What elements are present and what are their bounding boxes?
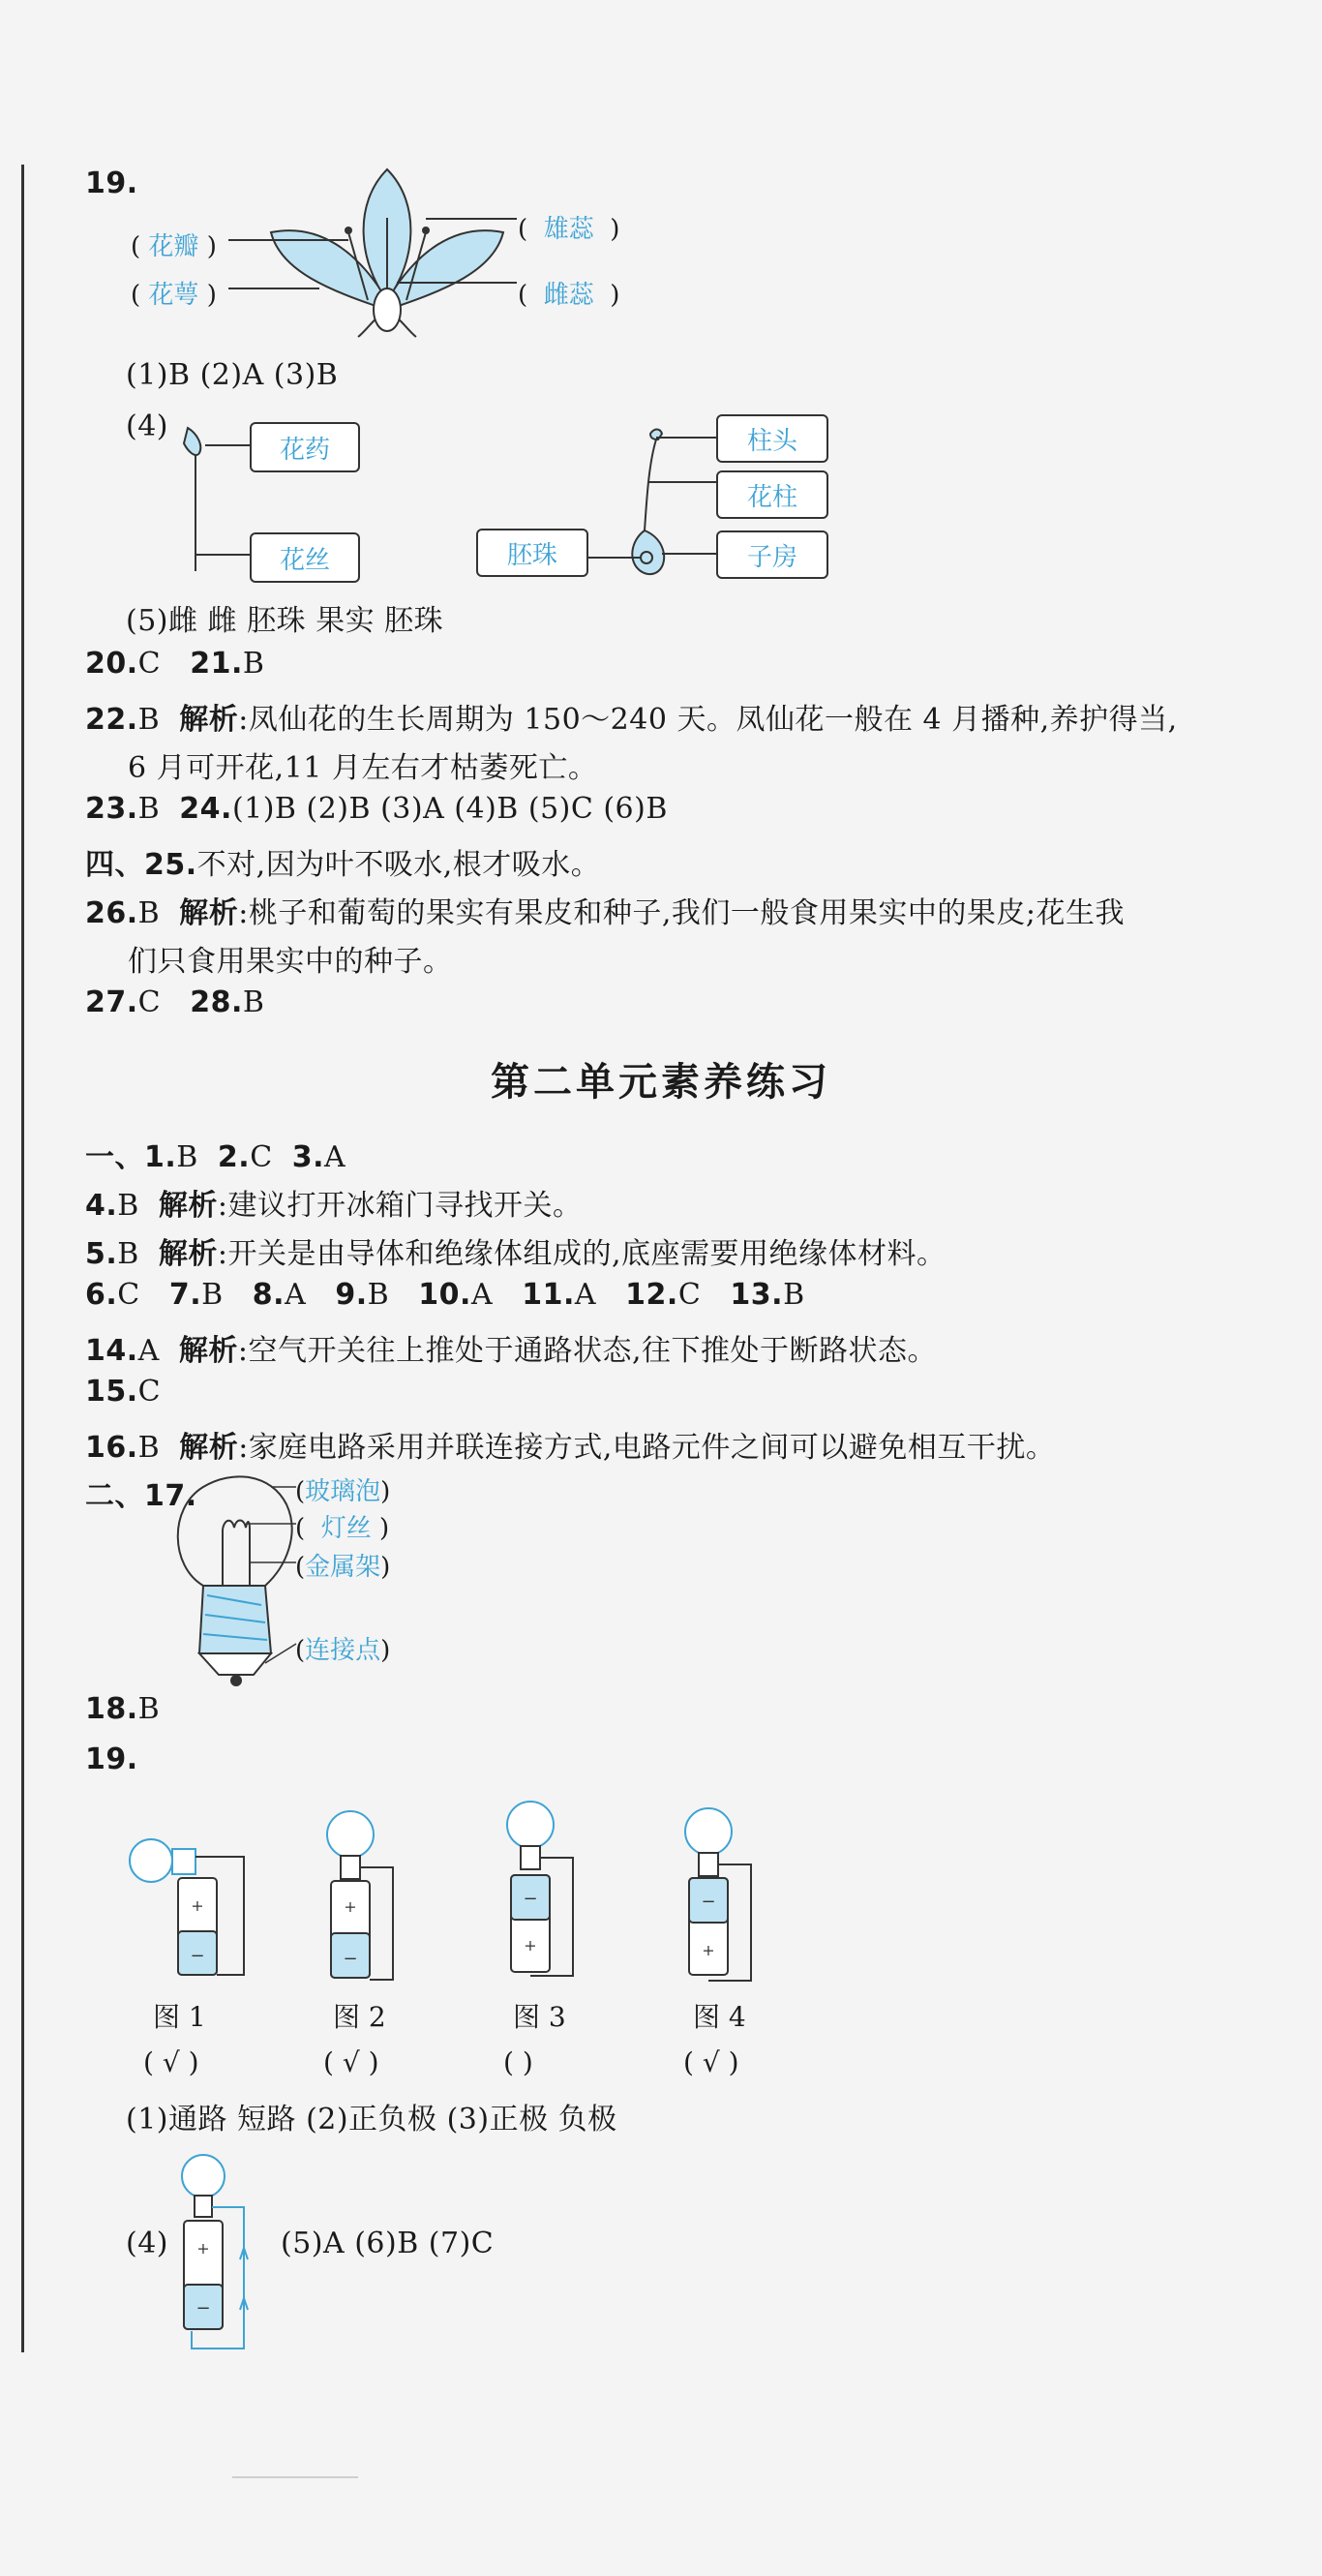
fig2-plus: + [344,1897,357,1916]
u2-q6-13: 6.C 7.B 8.A 9.B 10.A 11.A 12.C 13.B [85,1278,805,1312]
u2-q16: 16.B 解析:家庭电路采用并联连接方式,电路元件之间可以避免相互干扰。 [85,1431,1056,1465]
q27-28: 27.C 28.B [85,985,265,1019]
fig1-minus: − [190,1946,205,1966]
fig2-caption: 图 2 [333,2001,386,2033]
fig3-mark: ( ) [503,2046,533,2078]
bulb-glass-label: (玻璃泡) [295,1477,391,1506]
stamen-label: ( 雄蕊 ) [518,215,620,244]
ovary-box: 子房 [716,530,828,579]
fig4-minus: − [701,1892,716,1912]
q19-number: 19. [85,167,138,200]
left-margin-rule [21,165,24,2352]
contact-label: (连接点) [295,1636,391,1665]
q22-line1: 22.B 解析:凤仙花的生长周期为 150～240 天。凤仙花一般在 4 月播种,养护得当, [85,703,1178,737]
q25: 四、25.不对,因为叶不吸水,根才吸水。 [85,848,601,882]
fig1-caption: 图 1 [153,2001,206,2033]
style-box: 花柱 [716,470,828,519]
pistil-label: ( 雌蕊 ) [518,281,620,310]
circuit-figure-1 [124,1830,259,1985]
anther-box: 花药 [250,422,360,472]
footer-divider [232,2476,358,2478]
u2-q4: 4.B 解析:建议打开冰箱门寻找开关。 [85,1189,583,1223]
section-title: 第二单元素养练习 [491,1059,831,1105]
u2-q19-part4-label: (4) [126,2227,168,2260]
light-bulb-diagram [165,1470,310,1692]
stigma-box: 柱头 [716,414,828,463]
u2-q19-answers: (1)通路 短路 (2)正负极 (3)正极 负极 [126,2103,617,2137]
circuit-figure-2 [306,1805,412,1989]
q23-24: 23.B 24.(1)B (2)B (3)A (4)B (5)C (6)B [85,792,668,826]
filament-label: ( 灯丝 ) [295,1514,390,1543]
u2-q19-rest: (5)A (6)B (7)C [281,2227,495,2260]
part4-plus: + [196,2239,210,2258]
fig1-plus: + [191,1896,204,1915]
u2-q19-number: 19. [85,1743,138,1776]
fig3-minus: − [523,1889,538,1909]
sepal-label: ( 花萼 ) [131,281,217,310]
fig3-caption: 图 3 [513,2001,566,2033]
fig2-mark: ( √ ) [323,2046,379,2078]
q26-line2: 们只食用果实中的种子。 [128,945,453,979]
u2-q18: 18.B [85,1692,161,1726]
q19-answers-1-3: (1)B (2)A (3)B [126,358,339,392]
fig3-plus: + [524,1936,537,1955]
ovule-box: 胚珠 [476,529,588,577]
metal-frame-label: (金属架) [295,1553,391,1582]
q22-line2: 6 月可开花,11 月左右才枯萎死亡。 [128,751,598,785]
circuit-part4 [172,2151,259,2354]
flower-diagram [242,165,532,339]
q19-part5: (5)雌 雌 胚珠 果实 胚珠 [126,604,444,638]
pistil-structure-lines [581,426,726,591]
fig4-plus: + [702,1941,715,1959]
petal-label: ( 花瓣 ) [131,232,217,261]
fig1-mark: ( √ ) [143,2046,199,2078]
part4-minus: − [195,2298,211,2318]
q19-part4-label: (4) [126,409,168,443]
filament-box: 花丝 [250,532,360,583]
q20-21: 20.C 21.B [85,647,265,681]
circuit-figure-3 [486,1796,592,1989]
u2-q15: 15.C [85,1375,162,1409]
u2-q17-number: 二、17. [85,1479,197,1513]
u2-q1-3: 一、1.B 2.C 3.A [85,1140,346,1174]
q26-line1: 26.B 解析:桃子和葡萄的果实有果皮和种子,我们一般食用果实中的果皮;花生我 [85,896,1126,930]
fig4-caption: 图 4 [693,2001,746,2033]
u2-q5: 5.B 解析:开关是由导体和绝缘体组成的,底座需要用绝缘体材料。 [85,1237,946,1271]
u2-q14: 14.A 解析:空气开关往上推处于通路状态,往下推处于断路状态。 [85,1334,938,1368]
fig4-mark: ( √ ) [683,2046,739,2078]
circuit-figure-4 [664,1803,770,1991]
fig2-minus: − [343,1949,358,1969]
